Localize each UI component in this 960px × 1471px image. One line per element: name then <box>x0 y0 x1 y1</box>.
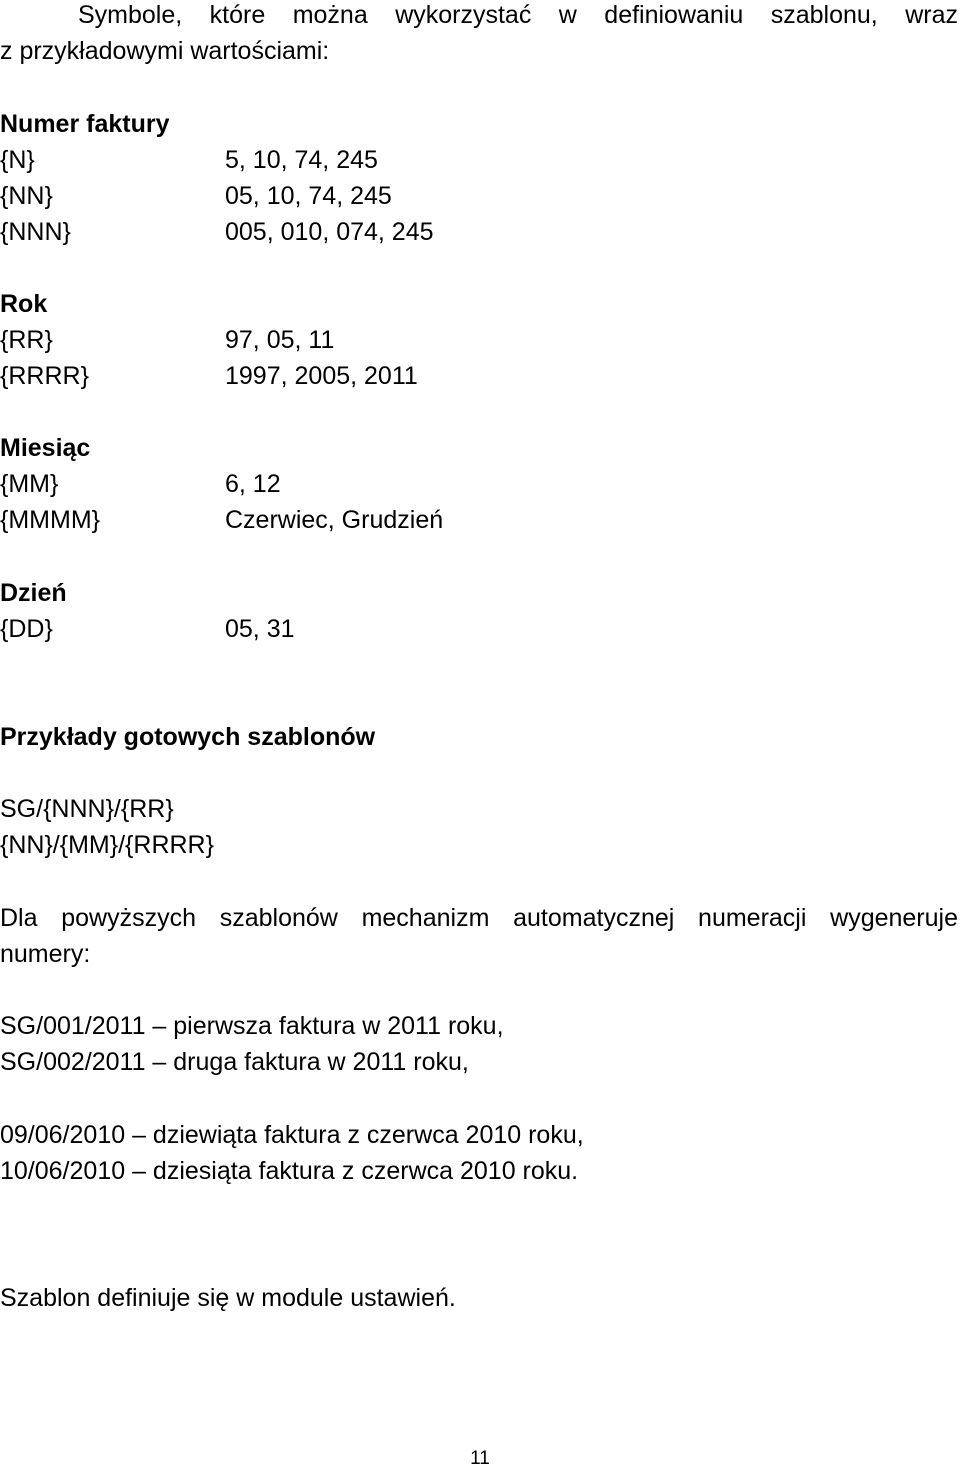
value-mm: 6, 12 <box>225 470 281 498</box>
symbol-nn: {NN} <box>0 182 53 210</box>
generated-number-3: 09/06/2010 – dziewiąta faktura z czerwca 2010 roku, <box>0 1121 584 1149</box>
examples-description-line-1: Dla powyższych szablonów mechanizm automatycznej numeracji wygeneruje <box>0 904 958 932</box>
intro-line-1: Symbole, które można wykorzystać w definiowaniu szablonu, wraz <box>78 1 958 29</box>
symbol-rrrr: {RRRR} <box>0 362 89 390</box>
generated-number-2: SG/002/2011 – druga faktura w 2011 roku, <box>0 1048 469 1076</box>
template-example-2: {NN}/{MM}/{RRRR} <box>0 831 214 859</box>
examples-description-line-2: numery: <box>0 940 91 968</box>
page-number: 11 <box>470 1448 490 1469</box>
template-example-1: SG/{NNN}/{RR} <box>0 795 174 823</box>
value-nnn: 005, 010, 074, 245 <box>225 218 434 246</box>
value-rr: 97, 05, 11 <box>225 326 335 354</box>
section-heading-invoice-number: Numer faktury <box>0 110 170 138</box>
generated-number-1: SG/001/2011 – pierwsza faktura w 2011 roku, <box>0 1012 504 1040</box>
symbol-nnn: {NNN} <box>0 218 71 246</box>
value-dd: 05, 31 <box>225 615 295 643</box>
section-heading-year: Rok <box>0 290 48 318</box>
symbol-mmmm: {MMMM} <box>0 506 100 534</box>
value-nn: 05, 10, 74, 245 <box>225 182 392 210</box>
value-mmmm: Czerwiec, Grudzień <box>225 506 444 534</box>
intro-line-2: z przykładowymi wartościami: <box>0 37 330 65</box>
symbol-rr: {RR} <box>0 326 53 354</box>
generated-number-4: 10/06/2010 – dziesiąta faktura z czerwca 2010 roku. <box>0 1157 579 1185</box>
section-heading-day: Dzień <box>0 579 67 607</box>
symbol-dd: {DD} <box>0 615 53 643</box>
value-n: 5, 10, 74, 245 <box>225 146 378 174</box>
value-rrrr: 1997, 2005, 2011 <box>225 362 418 390</box>
closing-note: Szablon definiuje się w module ustawień. <box>0 1284 456 1312</box>
symbol-n: {N} <box>0 146 35 174</box>
section-heading-month: Miesiąc <box>0 434 91 462</box>
symbol-mm: {MM} <box>0 470 59 498</box>
examples-heading: Przykłady gotowych szablonów <box>0 723 376 751</box>
